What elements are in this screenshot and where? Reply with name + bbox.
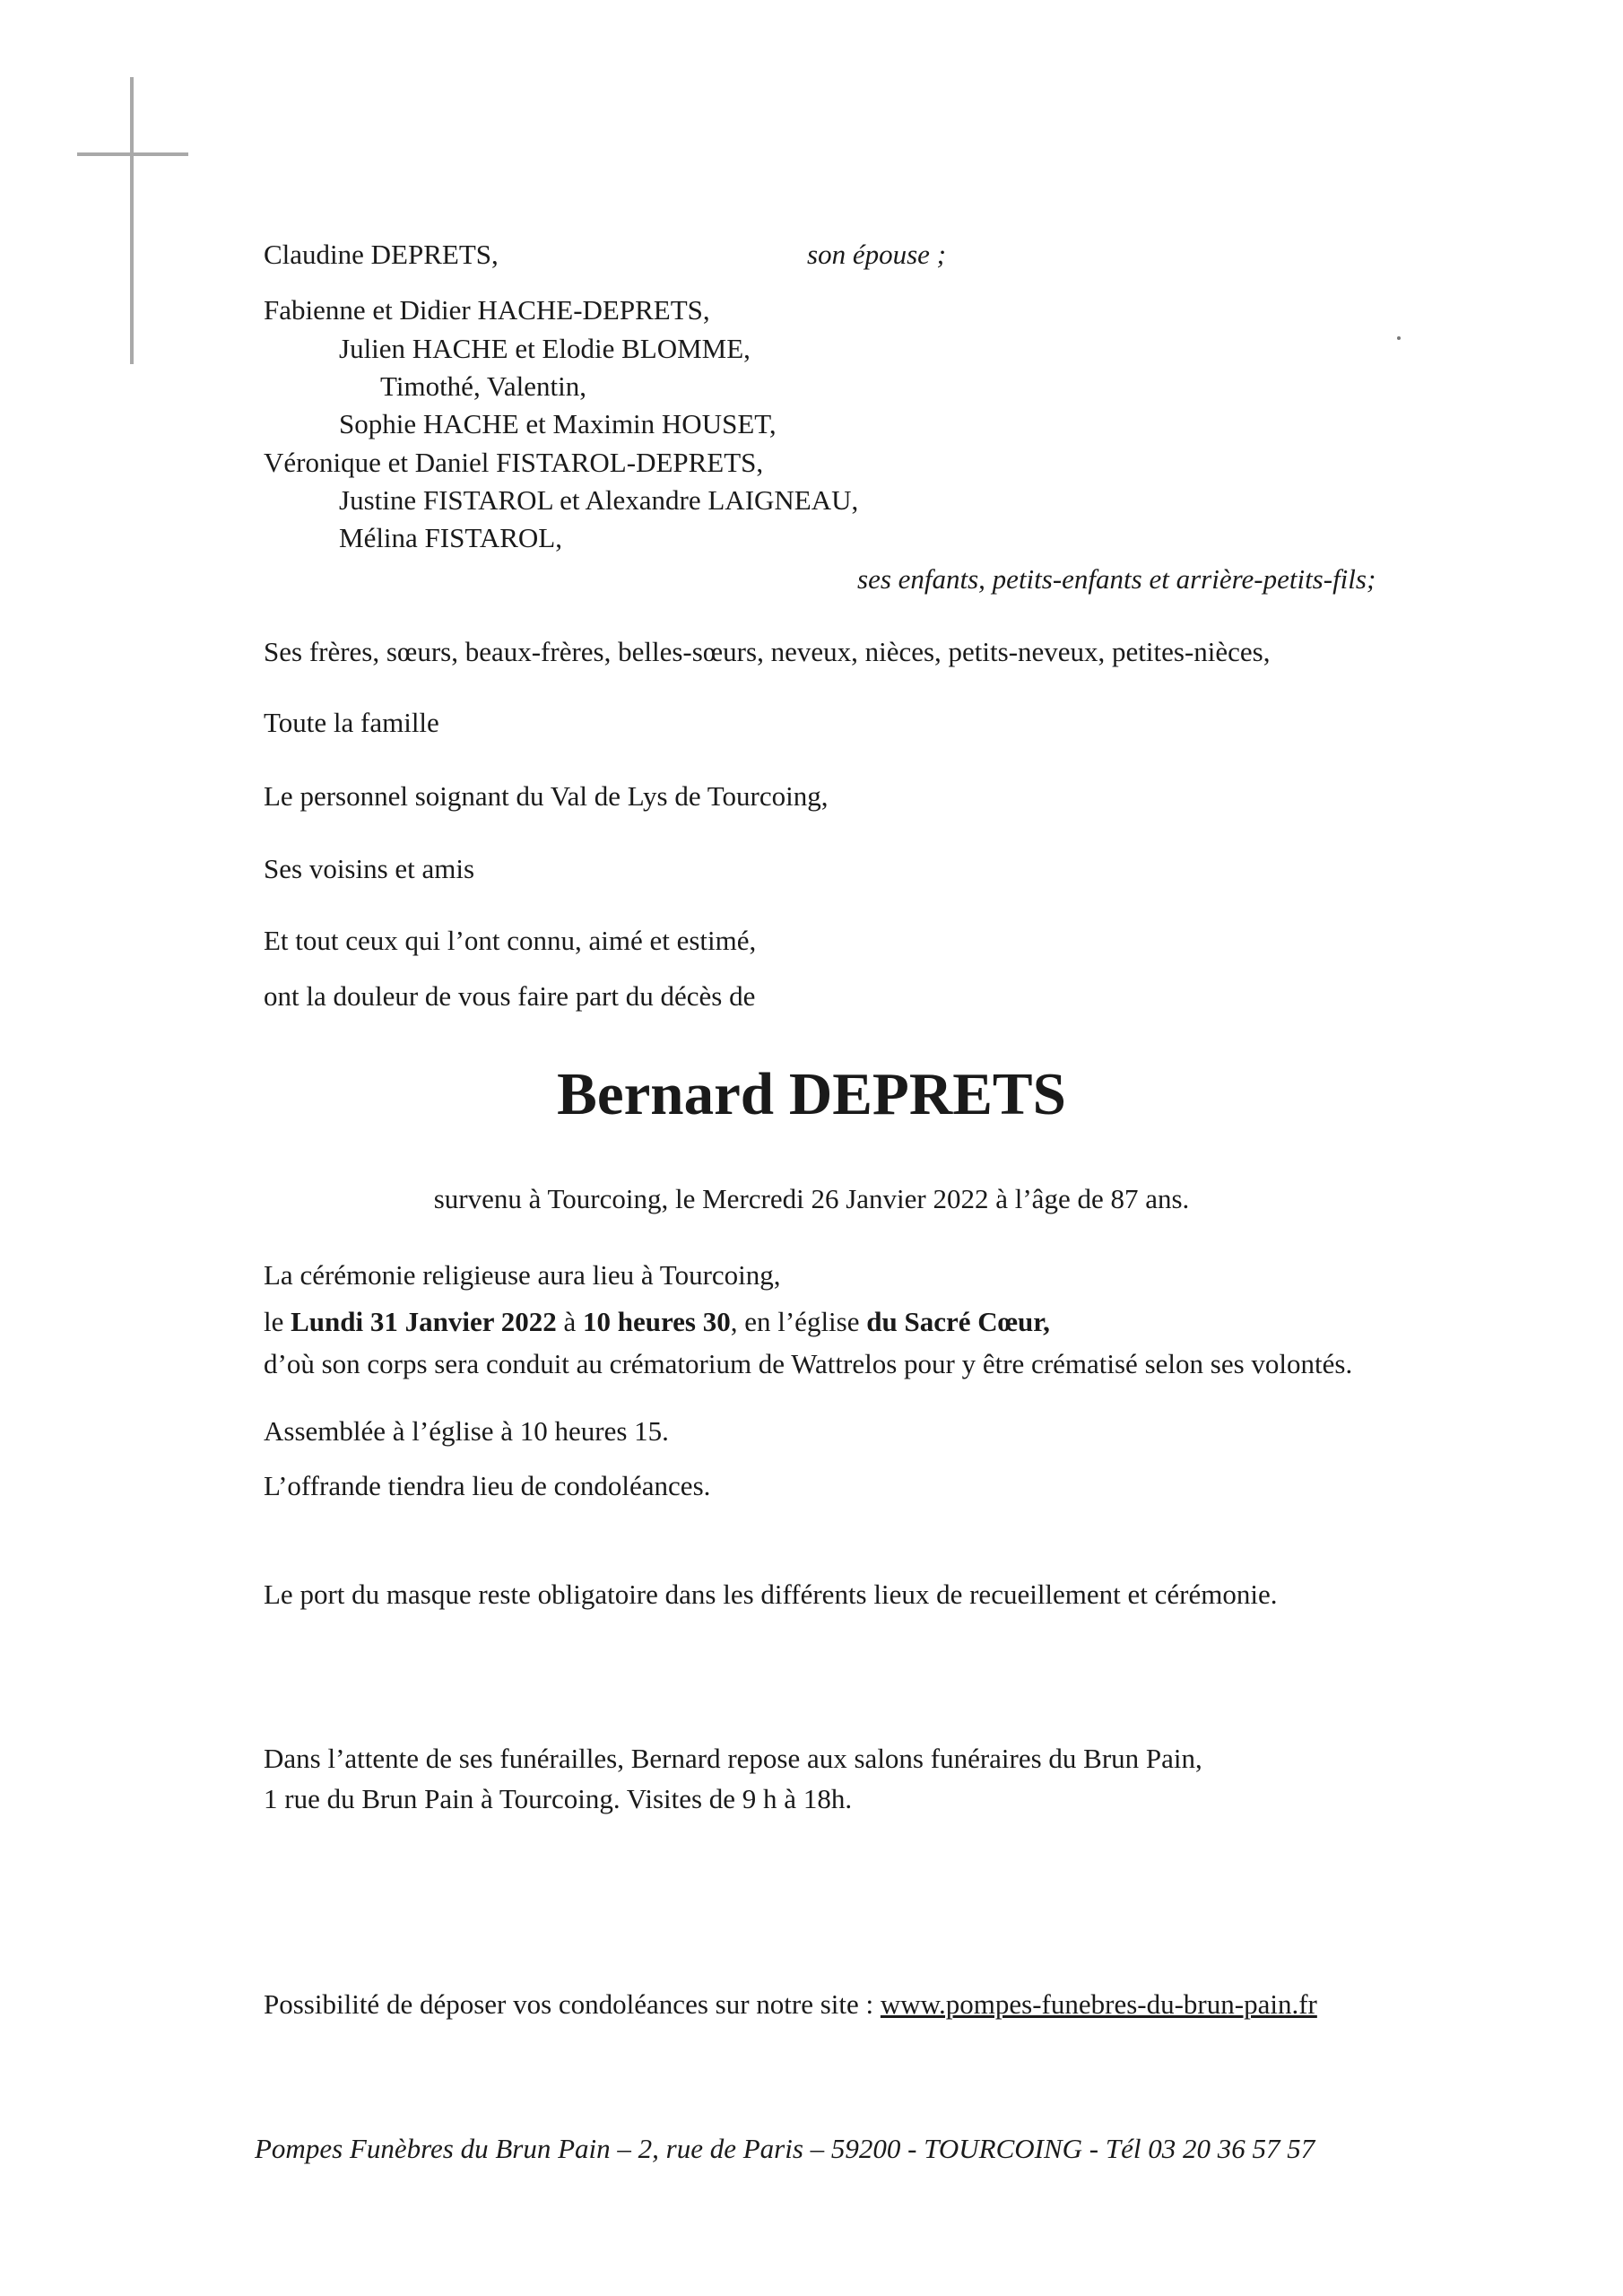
family-line: Sophie HACHE et Maximin HOUSET,	[339, 408, 777, 439]
ceremony-time: 10 heures 30	[582, 1306, 731, 1337]
family-line: Timothé, Valentin,	[380, 370, 586, 402]
children-role: ses enfants, petits-enfants et arrière-petits-fils;	[857, 563, 1376, 595]
neighbors-line: Ses voisins et amis	[264, 853, 475, 884]
repose-line: Dans l’attente de ses funérailles, Bernard repose aux salons funéraires du Brun Pain,	[264, 1743, 1202, 1774]
ceremony-church: du Sacré Cœur,	[866, 1306, 1050, 1337]
ceremony-line: d’où son corps sera conduit au crématorium de Wattrelos pour y être crématisé selon ses volontés.	[264, 1348, 1353, 1379]
repose-line: 1 rue du Brun Pain à Tourcoing. Visites de 9 h à 18h.	[264, 1783, 853, 1814]
assembly-line: Assemblée à l’église à 10 heures 15.	[264, 1415, 669, 1447]
ceremony-line: La cérémonie religieuse aura lieu à Tourcoing,	[264, 1259, 781, 1291]
family-line-all: Toute la famille	[264, 707, 439, 738]
footer-address: Pompes Funèbres du Brun Pain – 2, rue de Paris – 59200 - TOURCOING - Tél 03 20 36 57 57	[255, 2133, 1315, 2164]
mask-notice: Le port du masque reste obligatoire dans les différents lieux de recueillement et cérémonie.	[264, 1578, 1278, 1610]
ceremony-date-line: le Lundi 31 Janvier 2022 à 10 heures 30, en l’église du Sacré Cœur,	[264, 1306, 1050, 1337]
acquaintances-line: Et tout ceux qui l’ont connu, aimé et estimé,	[264, 925, 757, 956]
family-line: Mélina FISTAROL,	[339, 522, 562, 553]
family-line: Justine FISTAROL et Alexandre LAIGNEAU,	[339, 484, 859, 516]
spouse-role: son épouse ;	[807, 239, 946, 270]
deceased-name: Bernard DEPRETS	[557, 1061, 1066, 1127]
condolences-text: Possibilité de déposer vos condoléances sur notre site :	[264, 1988, 881, 2020]
spouse-name: Claudine DEPRETS,	[264, 239, 499, 270]
ceremony-date: Lundi 31 Janvier 2022	[291, 1306, 557, 1337]
relatives-line: Ses frères, sœurs, beaux-frères, belles-sœurs, neveux, nièces, petits-neveux, petites-nièces,	[264, 636, 1271, 667]
death-details: survenu à Tourcoing, le Mercredi 26 Janvier 2022 à l’âge de 87 ans.	[433, 1183, 1190, 1214]
family-line: Fabienne et Didier HACHE-DEPRETS,	[264, 294, 710, 326]
family-line: Julien HACHE et Elodie BLOMME,	[339, 333, 751, 364]
family-line: Véronique et Daniel FISTAROL-DEPRETS,	[264, 447, 764, 478]
website-link[interactable]: www.pompes-funebres-du-brun-pain.fr	[880, 1988, 1317, 2020]
scan-speck	[1397, 336, 1401, 340]
announcement-line: ont la douleur de vous faire part du décès de	[264, 980, 756, 1012]
offering-line: L’offrande tiendra lieu de condoléances.	[264, 1470, 711, 1501]
care-staff-line: Le personnel soignant du Val de Lys de Tourcoing,	[264, 780, 829, 812]
condolences-line	[264, 1990, 1317, 2018]
